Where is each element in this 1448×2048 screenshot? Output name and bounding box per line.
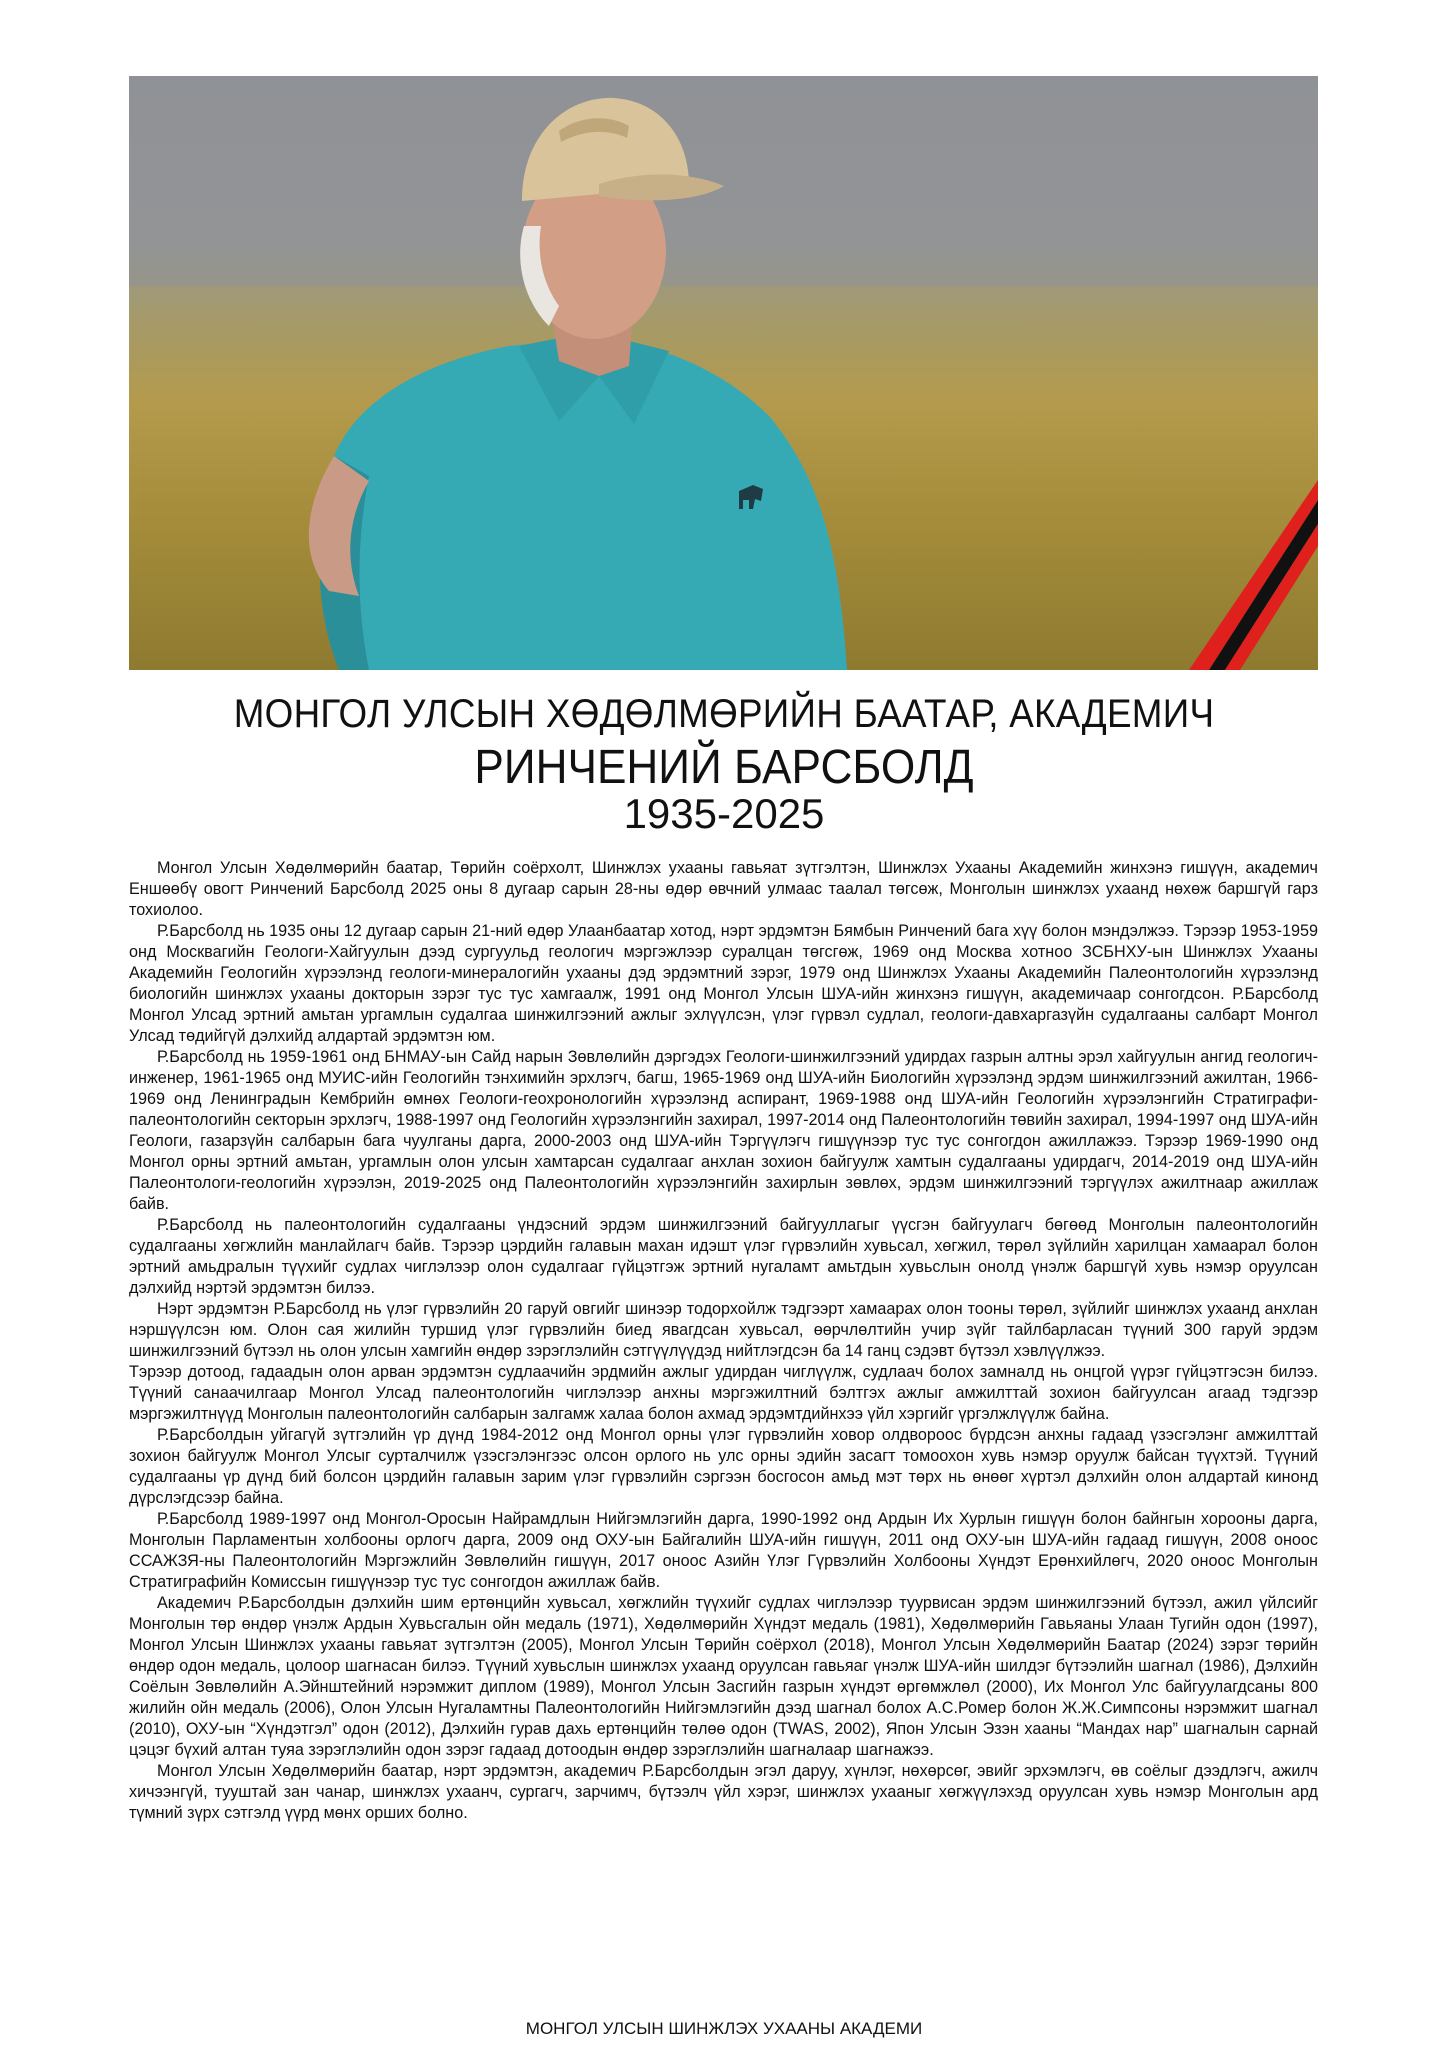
paragraph: Академич Р.Барсболдын дэлхийн шим ертөнцийн хувьсал, хөгжлийн түүхийг судлах чиглэлээр туурвисан эрдэм шинжилгээний бүтээл, ажил үйлсийг Монголын төр өндөр үнэлж Ардын Хувьсгалын ойн медаль (1971), Хөдөлмөрийн Хүндэт медаль (1981), Хөдөлмөрийн Гавьяаны Улаан Тугийн одон (1997), Монгол Улсын Шинжлэх ухааны гавьяат зүтгэлтэн (2005), Монгол Улсын Төрийн соёрхол (2018), Монгол Улсын Хөдөлмөрийн Баатар (2024) зэрэг төрийн өндөр одон медаль, цолоор шагнасан билээ. Түүний хувьслын шинжлэх ухаанд оруулсан гавьяаг үнэлж ШУА-ийн шилдэг бүтээлийн шагнал (1986), Дэлхийн Соёлын Зөвлөлийн А.Эйнштейний нэрэмжит диплом (1989), Монгол Улсын Засгийн газрын хүндэт өргөмжлөл (2000), Их Монгол Улс байгуулагдсаны 800 жилийн ойн медаль (2006), Олон Улсын Нугаламтны Палеонтологийн Нийгэмлэгийн дээд шагнал болох А.С.Ромер болон Ж.Ж.Симпсоны нэрэмжит шагнал (2010), ОХУ-ын “Хүндэтгэл” одон (2012), Дэлхийн гурав дахь ертөнцийн төлөө одон (TWAS, 2002), Япон Улсын Эзэн хааны “Мандах нар” шагналын сарнай цэцэг бүхий алтан туяа зэрэглэлийн одон зэрэг гадаад дотоодын өндөр зэрэглэлийн шагналаар шагнажээ. bbox=[129, 1594, 1318, 1759]
paragraph: Нэрт эрдэмтэн Р.Барсболд нь үлэг гүрвэлийн 20 гаруй овгийг шинээр тодорхойлж тэдгээрт хамаарах олон тооны төрөл, зүйлийг шинжлэх ухаанд анхлан нэршүүлсэн юм. Олон сая жилийн туршид үлэг гүрвэлийн биед явагдсан хувьсал, өөрчлөлтийн учир зүйг тайлбарласан түүний 300 гаруй эрдэм шинжилгээний бүтээл нь олон улсын хамгийн өндөр зэрэглэлийн сэтгүүлүүдэд нийтлэгдсэн ба 14 ганц сэдэвт бүтээл хэвлүүлжээ. bbox=[129, 1300, 1318, 1360]
obituary-text bbox=[129, 858, 1318, 1824]
life-years: 1935-2025 bbox=[623, 790, 825, 837]
paragraph: Р.Барсболд 1989-1997 онд Монгол-Оросын Найрамдлын Нийгэмлэгийн дарга, 1990-1992 онд Ардын Их Хурлын гишүүн болон байнгын хорооны дарга, Монголын Парламентын холбооны орлогч дарга, 2009 онд ОХУ-ын Байгалийн ШУА-ийн гишүүн, 2011 онд ОХУ-ын ШУА-ийн гадаад гишүүн, 2008 оноос ССАЖЗЯ-ны Палеонтологийн Мэргэжлийн Зөвлөлийн гишүүн, 2017 оноос Азийн Үлэг Гүрвэлийн Холбооны Хүндэт Ерөнхийлөгч, 2020 оноос Монголын Стратиграфийн Комиссын гишүүнээр тус тус сонгогдон ажиллаж байв. bbox=[129, 1510, 1318, 1591]
shirt bbox=[334, 338, 847, 670]
person-name: РИНЧЕНИЙ БАРСБОЛД bbox=[474, 741, 974, 794]
paragraph: Тэрээр дотоод, гадаадын олон арван эрдэмтэн судлаачийн эрдмийн ажлыг удирдан чиглүүлж, судлаач болох замналд нь онцгой үүрэг гүйцэтгэсэн билээ. Түүний санаачилгаар Монгол Улсад палеонтологийн чиглэлээр анхны мэргэжилтний бэлтгэх ажлыг амжилттай зохион байгуулсан агаад тэдгээр мэргэжилтнүүд Монголын палеонтологийн салбарын залгамж халаа болон ахмад эрдэмтдийнхээ үйл хэргийг үргэлжлүүлж байна. bbox=[129, 1363, 1318, 1423]
footer-organization: МОНГОЛ УЛСЫН ШИНЖЛЭХ УХААНЫ АКАДЕМИ bbox=[525, 2019, 923, 2038]
paragraph: Р.Барсболд нь палеонтологийн судалгааны үндэсний эрдэм шинжилгээний байгууллагыг үүсгэн байгуулагч бөгөөд Монголын палеонтологийн судалгааны хөгжлийн манлайлагч байв. Тэрээр цэрдийн галавын махан идэшт үлэг гүрвэлийн хувьсал, хөгжил, төрөл зүйлийн харилцан хамаарал болон эртний амьдралын түүхийг судлах чиглэлээр олон судалгааг гүйцэтгэж эртний нугаламт амьтдын хувьслын онолд үнэлж баршгүй хувь нэмэр оруулсан дэлхийд нэртэй эрдэмтэн билээ. bbox=[129, 1216, 1318, 1297]
paragraph: Р.Барсболд нь 1959-1961 онд БНМАУ-ын Сайд нарын Зөвлөлийн дэргэдэх Геологи-шинжилгээний удирдах газрын алтны эрэл хайгуулын ангид геологич-инженер, 1961-1965 онд МУИС-ийн Геологийн тэнхимийн эрхлэгч, багш, 1965-1969 онд ШУА-ийн Биологийн хүрээлэнд эрдэм шинжилгээний ажилтан, 1966-1969 онд Ленинградын Кембрийн өмнөх Геологи-геохронологийн хүрээлэнд аспирант, 1969-1988 онд ШУА-ийн Геологийн хүрээлэнгийн Стратиграфи-палеонтологийн секторын эрхлэгч, 1988-1997 онд Геологийн хүрээлэнгийн захирал, 1997-2014 онд Палеонтологийн төвийн захирал, 1994-1997 онд ШУА-ийн Геологи, газарзүйн салбарын бага чуулганы дарга, 2000-2003 онд ШУА-ийн Тэргүүлэгч гишүүнээр тус тус сонгогдон ажиллажээ. Тэрээр 1969-1990 онд Монгол орны эртний амьтан, ургамлын олон улсын хамтарсан судалгааг анхлан зохион байгуулж хамтын судалгааны удирдагч, 2014-2019 онд ШУА-ийн Палеонтологи-геологийн хүрээлэн, 2019-2025 онд Палеонтологийн хүрээлэнгийн захирлын зөвлөх, эрдэм шинжилгээний тэргүүлэх ажилтнаар ажиллаж байв. bbox=[129, 1048, 1318, 1213]
paragraph: Монгол Улсын Хөдөлмөрийн баатар, нэрт эрдэмтэн, академич Р.Барсболдын эгэл даруу, хүнлэг, нөхөрсөг, эвийг эрхэмлэгч, өв соёлыг дээдлэгч, ажилч хичээнгүй, тууштай зан чанар, шинжлэх ухаанч, сургагч, зарчимч, бүтээлч үйл хэрэг, шинжлэх ухааныг хөгжүүлэхэд оруулсан хувь нэмэр Монголын ард түмний зүрх сэтгэлд үүрд мөнх орших болно. bbox=[129, 1762, 1318, 1822]
portrait-illustration bbox=[129, 76, 1318, 670]
portrait-photo bbox=[129, 76, 1318, 670]
page-title: МОНГОЛ УЛСЫН ХӨДӨЛМӨРИЙН БААТАР, АКАДЕМИЧ bbox=[233, 692, 1215, 736]
paragraph: Монгол Улсын Хөдөлмөрийн баатар, Төрийн соёрхолт, Шинжлэх ухааны гавьяат зүтгэлтэн, Шинжлэх Ухааны Академийн жинхэнэ гишүүн, академич Еншөөбү овогт Ринчений Барсболд 2025 оны 8 дугаар сарын 28-ны өдөр өвчний улмаас таалал төгсөж, Монголын шинжлэх ухаанд нөхөж баршгүй гарз тохиолоо. bbox=[129, 859, 1318, 919]
paragraph: Р.Барсболд нь 1935 оны 12 дугаар сарын 21-ний өдөр Улаанбаатар хотод, нэрт эрдэмтэн Бямбын Ринчений бага хүү болон мэндэлжээ. Тэрээр 1953-1959 онд Москвагийн Геологи-Хайгуулын дээд сургуульд геологич мэргэжлээр суралцан төгсгөж, 1969 онд Москва хотноо ЗСБНХУ-ын Шинжлэх Ухааны Академийн Геологийн хүрээлэнд геологи-минералогийн ухааны дэд эрдэмтний зэрэг, 1979 онд Шинжлэх Ухааны Академийн Палеонтологийн хүрээлэнд биологийн шинжлэх ухааны докторын зэрэг тус тус хамгаалж, 1991 онд Монгол Улсын ШУА-ийн жинхэнэ гишүүн, академичаар сонгогдсон. Р.Барсболд Монгол Улсад эртний амьтан ургамлын судалгаа шинжилгээний ажлыг эхлүүлсэн, үлэг гүрвэл судлал, геологи-давхаргазүйн судалгааны салбарт Монгол Улсад төдийгүй дэлхийд алдартай эрдэмтэн юм. bbox=[129, 922, 1318, 1045]
paragraph: Р.Барсболдын уйгагүй зүтгэлийн үр дүнд 1984-2012 онд Монгол орны үлэг гүрвэлийн ховор олдвороос бүрдсэн анхны гадаад үзэсгэлэнг амжилттай зохион байгуулж Монгол Улсыг сурталчилж үзэсгэлэнгээс олсон орлого нь улс орны эдийн засагт томоохон хувь нэмэр оруулж байсан түүхтэй. Түүний судалгааны үр дүнд бий болсон цэрдийн галавын зарим үлэг гүрвэлийн сэргээн босгосон амьд мэт төрх нь өнөөг хүртэл дэлхийн олон алдартай кинонд дүрслэгдсээр байна. bbox=[129, 1426, 1318, 1507]
